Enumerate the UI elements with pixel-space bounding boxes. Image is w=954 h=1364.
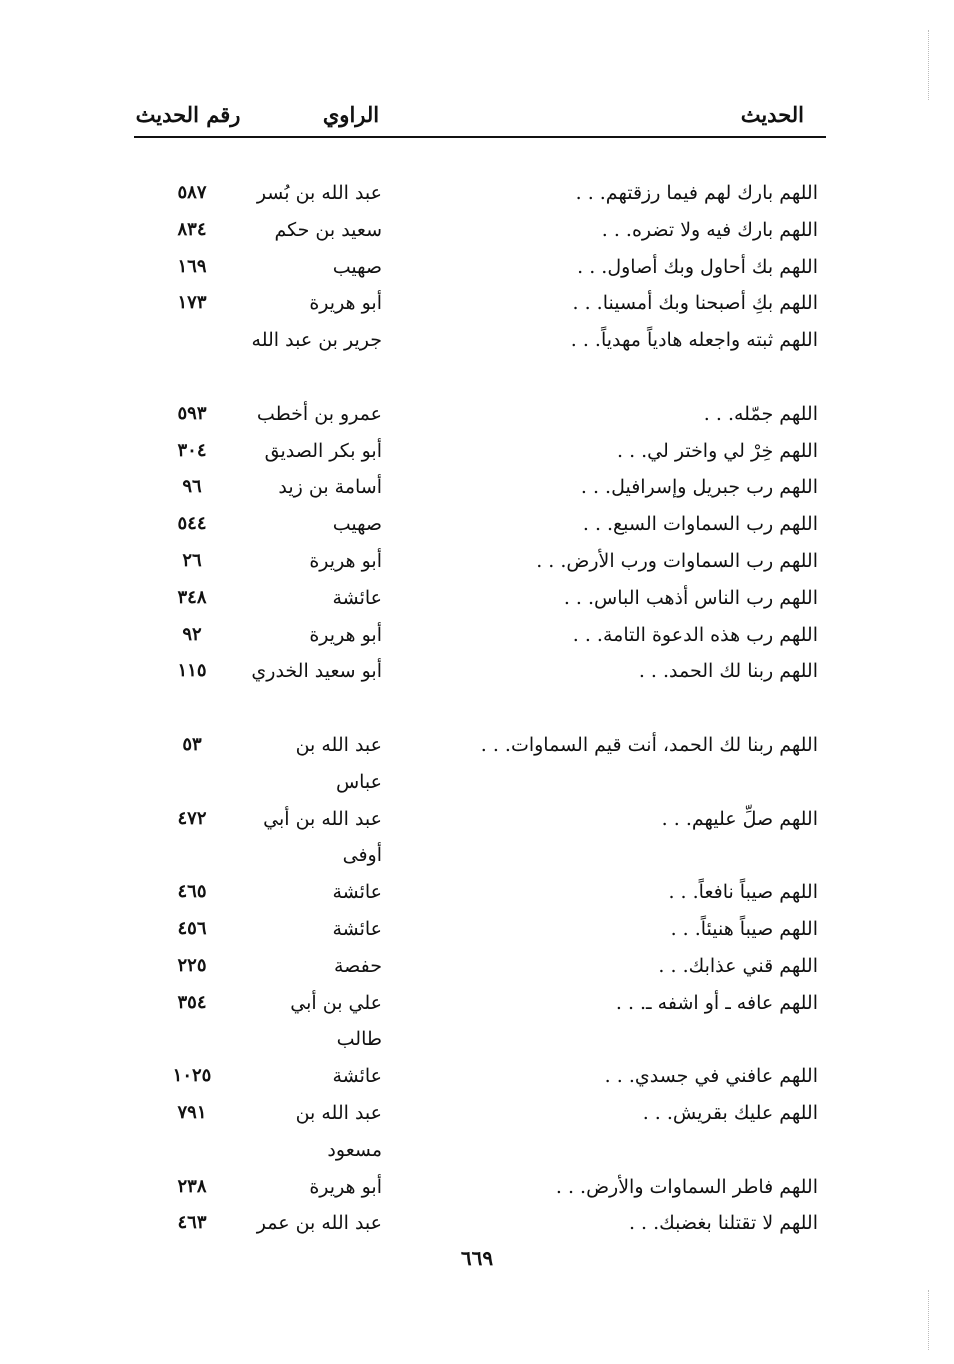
hadith-number: ٢٦ bbox=[182, 549, 202, 571]
table-row bbox=[134, 650, 826, 724]
hadith-text: اللهم عافه ـ أو اشفه ـ. . . bbox=[615, 991, 818, 1014]
hadith-number: ٣٥٤ bbox=[177, 991, 207, 1013]
table-row bbox=[134, 172, 826, 209]
table-row bbox=[134, 503, 826, 540]
narrator: أبو هريرة bbox=[309, 549, 382, 572]
narrator: عائشة bbox=[332, 917, 382, 940]
page-number: ٦٦٩ bbox=[460, 1246, 494, 1270]
hadith-text: اللهم بارك فيه ولا تضره. . . bbox=[601, 218, 818, 241]
hadith-number: ٥٣ bbox=[182, 733, 202, 755]
table-row bbox=[134, 945, 826, 982]
narrator: عبد الله بن عباس bbox=[295, 733, 382, 793]
hadith-number: ٣٤٨ bbox=[177, 586, 207, 608]
hadith-number: ٤٥٦ bbox=[177, 917, 207, 939]
narrator: حفصة bbox=[333, 954, 382, 977]
hadith-index-table bbox=[134, 172, 826, 1239]
table-header bbox=[134, 100, 826, 138]
narrator: صهيب bbox=[332, 255, 382, 278]
hadith-text: اللهم فاطر السماوات والأرض. . . bbox=[555, 1175, 818, 1198]
hadith-text: اللهم رب الناس أذهب الباس. . . bbox=[563, 586, 818, 609]
header-hadith: الحديث bbox=[740, 102, 804, 127]
narrator: علي بن أبي طالب bbox=[290, 991, 382, 1051]
table-row bbox=[134, 282, 826, 319]
narrator: عبد الله بن مسعود bbox=[295, 1101, 382, 1161]
hadith-number: ٤٦٥ bbox=[177, 881, 207, 903]
narrator: أبو هريرة bbox=[309, 1175, 382, 1198]
hadith-text: اللهم عافني في جسدي. . . bbox=[604, 1065, 818, 1088]
table-row bbox=[134, 540, 826, 577]
header-number: رقم الحديث bbox=[135, 102, 241, 127]
narrator: أبو هريرة bbox=[309, 623, 382, 646]
hadith-number: ٥٩٣ bbox=[177, 402, 207, 424]
hadith-number: ٩٦ bbox=[182, 476, 202, 498]
hadith-number: ١١٥ bbox=[177, 660, 207, 682]
hadith-number: ١٧٣ bbox=[177, 292, 207, 314]
table-row bbox=[134, 577, 826, 614]
hadith-text: اللهم خِرْ لي واختر لي. . . bbox=[616, 439, 818, 462]
hadith-text: اللهم ثبته واجعله هادياً مهدياً. . . bbox=[570, 329, 818, 352]
narrator: عمرو بن أخطب bbox=[256, 402, 382, 425]
hadith-text: اللهم عليك بقريش. . . bbox=[642, 1101, 818, 1124]
narrator: عبد الله بن عمر bbox=[256, 1212, 382, 1235]
hadith-number: ٢٣٨ bbox=[177, 1175, 207, 1197]
narrator: عبد الله بن أبي أوفى bbox=[263, 807, 382, 867]
hadith-number: ١٠٢٥ bbox=[172, 1065, 212, 1087]
table-row bbox=[134, 982, 826, 1056]
table-row bbox=[134, 908, 826, 945]
hadith-number: ٥٨٧ bbox=[177, 182, 207, 203]
narrator: جرير بن عبد الله bbox=[251, 329, 382, 352]
hadith-text: اللهم بارك لهم فيما رزقتهم. . . bbox=[575, 182, 818, 204]
hadith-text: اللهم صلِّ عليهم. . . bbox=[661, 807, 818, 830]
table-row bbox=[134, 466, 826, 503]
table-row bbox=[134, 393, 826, 430]
table-row bbox=[134, 209, 826, 246]
narrator: سعيد بن حكم bbox=[274, 218, 382, 241]
hadith-text: اللهم رب هذه الدعوة التامة. . . bbox=[572, 623, 818, 646]
narrator: صهيب bbox=[332, 513, 382, 536]
hadith-number: ٧٩١ bbox=[177, 1101, 207, 1123]
table-row bbox=[134, 1055, 826, 1092]
hadith-text: اللهم بكِ أصبحنا وبك أمسينا. . . bbox=[572, 292, 818, 315]
hadith-text: اللهم بك أحاول وبك أصاول. . . bbox=[577, 255, 818, 278]
hadith-text: اللهم ربنا لك الحمد. . . bbox=[638, 660, 818, 683]
table-row bbox=[134, 1202, 826, 1239]
table-row bbox=[134, 1092, 826, 1166]
hadith-text: اللهم قني عذابك. . . bbox=[658, 954, 818, 977]
table-row bbox=[134, 724, 826, 798]
margin-dots-top bbox=[928, 30, 931, 100]
hadith-number: ٣٠٤ bbox=[177, 439, 207, 461]
hadith-number: ٤٧٢ bbox=[177, 807, 207, 829]
hadith-text: اللهم رب جبريل وإسرافيل. . . bbox=[580, 476, 818, 499]
hadith-text: اللهم لا تقتلنا بغضبك. . . bbox=[628, 1212, 818, 1235]
narrator: عائشة bbox=[332, 881, 382, 904]
table-row bbox=[134, 614, 826, 651]
hadith-number: ٢٢٥ bbox=[177, 954, 207, 976]
hadith-number: ٩٢ bbox=[182, 623, 202, 645]
hadith-number: ٨٣٤ bbox=[177, 218, 207, 240]
header-rawi: الراوي bbox=[322, 102, 380, 127]
narrator: عائشة bbox=[332, 586, 382, 609]
narrator: أبو بكر الصديق bbox=[264, 439, 382, 462]
hadith-text: اللهم رب السماوات السبع. . . bbox=[582, 513, 818, 536]
narrator: عائشة bbox=[332, 1065, 382, 1088]
margin-dots-bottom bbox=[928, 1290, 931, 1350]
table-row bbox=[134, 319, 826, 393]
narrator: أبو هريرة bbox=[309, 292, 382, 315]
hadith-number: ١٦٩ bbox=[177, 255, 207, 277]
table-row bbox=[134, 871, 826, 908]
hadith-text: اللهم رب السماوات ورب الأرض. . . bbox=[536, 549, 818, 572]
narrator: أسامة بن زيد bbox=[278, 476, 382, 499]
hadith-text: اللهم صيباً نافعاً. . . bbox=[668, 881, 818, 904]
narrator: عبد الله بن بُسر bbox=[256, 182, 382, 204]
hadith-text: اللهم ربنا لك الحمد، أنت قيم السماوات. . . bbox=[480, 733, 818, 756]
table-row bbox=[134, 430, 826, 467]
hadith-number: ٤٦٣ bbox=[177, 1212, 207, 1234]
hadith-text: اللهم جمّله. . . bbox=[703, 402, 818, 425]
table-row bbox=[134, 246, 826, 283]
table-row bbox=[134, 1166, 826, 1203]
narrator: أبو سعيد الخدري bbox=[251, 660, 382, 683]
table-row bbox=[134, 798, 826, 872]
hadith-text: اللهم صيباً هنيئاً. . . bbox=[670, 917, 818, 940]
hadith-number: ٥٤٤ bbox=[177, 513, 207, 535]
